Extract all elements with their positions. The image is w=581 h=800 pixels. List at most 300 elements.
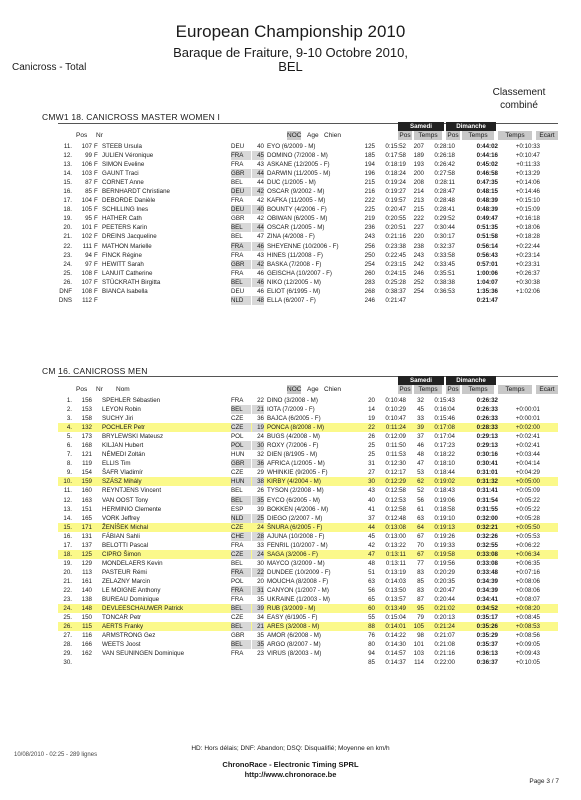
cell-sat-pos: 88 xyxy=(368,623,375,631)
cell-sat-pos: 51 xyxy=(368,568,375,576)
cell-total-time: 0:47:35 xyxy=(476,179,498,187)
cell-age: 24 xyxy=(257,433,264,441)
cell-age: 46 xyxy=(252,242,264,251)
cell-total-time: 0:26:33 xyxy=(476,415,498,423)
cell-sun-pos: 254 xyxy=(413,287,424,295)
cell-sat-pos: 14 xyxy=(368,406,375,414)
cell-total-time: 0:36:37 xyxy=(476,659,498,667)
event-subtitle xyxy=(0,46,581,74)
cell-country: POL xyxy=(231,577,244,585)
cell-athlete-name: ELLIS Tim xyxy=(102,460,131,468)
cell-sun-time: 0:17:08 xyxy=(434,424,455,432)
cell-sat-pos: 222 xyxy=(364,197,375,205)
cell-gap: +0:14:06 xyxy=(515,179,540,187)
cell-gap: +0:06:35 xyxy=(515,559,540,567)
cell-sun-pos: 87 xyxy=(417,596,424,604)
cell-sun-time: 0:16:04 xyxy=(434,406,455,414)
cell-sun-pos: 207 xyxy=(413,143,424,150)
cell-gap: +0:08:20 xyxy=(515,605,540,613)
cell-sun-time: 0:19:58 xyxy=(434,550,455,558)
cell-age: 46 xyxy=(252,278,264,287)
cell-sat-pos: 80 xyxy=(368,641,375,649)
cell-athlete-name: STEEB Ursula xyxy=(102,143,142,150)
cell-total-time: 0:48:39 xyxy=(476,206,498,214)
cell-gap: +0:15:09 xyxy=(515,206,540,214)
table-row xyxy=(58,622,558,631)
cell-sun-pos: 64 xyxy=(417,523,424,531)
cell-dog: SAGA (3/2006 - F) xyxy=(267,550,318,558)
cell-sat-time: 0:22:45 xyxy=(385,251,406,259)
table-row xyxy=(58,260,558,269)
cell-sun-time: 0:18:58 xyxy=(434,505,455,513)
cell-total-time: 0:34:52 xyxy=(476,605,498,613)
cell-dog: KIRBY (4/2004 - M) xyxy=(267,478,321,486)
cell-sun-time: 0:28:47 xyxy=(434,188,455,196)
cell-dog: ELIOT (6/1995 - M) xyxy=(267,287,321,295)
cell-athlete-name: REYNTJENS Vincent xyxy=(102,487,162,495)
cell-country: BEL xyxy=(231,559,243,567)
event-country: BEL xyxy=(278,59,303,74)
cell-sat-time: 0:21:16 xyxy=(385,233,406,241)
cell-position: 11. xyxy=(63,487,72,495)
cell-sex: F xyxy=(94,152,98,160)
cell-athlete-name: SZÁSZ Mihály xyxy=(102,478,142,486)
table-row xyxy=(58,196,558,205)
cell-dog: IOTA (7/2009 - F) xyxy=(267,406,315,414)
cell-position: 14. xyxy=(63,170,72,178)
cell-sun-pos: 33 xyxy=(417,415,424,423)
cell-country: POL xyxy=(231,433,244,441)
cell-bib: 153 xyxy=(81,406,92,414)
cell-sun-time: 0:30:17 xyxy=(434,233,455,241)
cell-country: BEL xyxy=(231,604,251,613)
cell-country: BEL xyxy=(231,405,251,414)
cell-position: 24. xyxy=(63,260,72,268)
cell-sun-pos: 227 xyxy=(413,224,424,232)
cell-sat-time: 0:13:08 xyxy=(385,523,406,531)
cell-age: 42 xyxy=(257,215,264,223)
cell-bib: 85 xyxy=(85,188,92,196)
cell-athlete-name: SIMON Eveline xyxy=(102,161,145,169)
cell-total-time: 0:44:02 xyxy=(476,143,498,150)
cell-sun-pos: 67 xyxy=(417,532,424,540)
saturday-header: Samedi xyxy=(398,376,444,385)
cell-athlete-name: NÉMEDI Zoltán xyxy=(102,451,145,459)
cell-country: FRA xyxy=(231,151,251,160)
cell-sat-time: 0:19:57 xyxy=(385,197,406,205)
cell-sat-time: 0:15:52 xyxy=(385,143,406,150)
cell-athlete-name: CORNET Anne xyxy=(102,179,144,187)
cell-athlete-name: BERNHARDT Christiane xyxy=(102,188,170,196)
cell-sat-pos: 42 xyxy=(368,541,375,549)
cell-sun-time: 0:33:45 xyxy=(434,260,455,268)
cell-sat-pos: 225 xyxy=(364,206,375,214)
cell-sun-pos: 114 xyxy=(414,659,424,667)
cell-position: 23. xyxy=(63,251,72,259)
cell-sat-pos: 48 xyxy=(368,559,375,567)
cell-country: NLD xyxy=(231,296,251,305)
cell-total-time: 0:33:48 xyxy=(476,568,498,576)
cell-dog: BOUNTY (4/2006 - F) xyxy=(267,206,327,214)
cell-sat-time: 0:13:57 xyxy=(385,596,406,604)
company-website[interactable]: http://www.chronorace.be xyxy=(244,770,337,779)
table-row xyxy=(58,178,558,187)
cell-bib: 171 xyxy=(81,523,92,531)
cell-age: 40 xyxy=(252,205,264,214)
cell-bib: 108 xyxy=(81,269,92,277)
cell-sun-time: 0:21:24 xyxy=(434,623,455,631)
cell-sex: F xyxy=(94,233,98,241)
cell-sat-time: 0:12:17 xyxy=(385,469,406,477)
cell-gap: +0:14:46 xyxy=(515,188,540,196)
cell-sat-time: 0:12:29 xyxy=(385,478,406,486)
saturday-header: Samedi xyxy=(398,122,444,131)
table-row xyxy=(58,296,558,305)
table-row xyxy=(58,604,558,613)
table-row xyxy=(58,441,558,450)
cell-sat-pos: 256 xyxy=(364,242,375,250)
cell-sun-time: 0:20:35 xyxy=(434,577,455,585)
cell-position: 17. xyxy=(63,541,72,549)
col-pos: Pos xyxy=(76,132,88,139)
cell-position: 12. xyxy=(63,496,72,504)
cell-gap: +0:16:18 xyxy=(515,215,540,223)
cell-athlete-name: HERMINIO Clemente xyxy=(102,505,162,513)
cell-athlete-name: LE MOIGNE Anthony xyxy=(102,586,161,594)
cell-gap: +0:04:29 xyxy=(515,469,540,477)
cell-dog: DARWIN (11/2005 - M) xyxy=(267,170,331,178)
cell-gap: +0:08:45 xyxy=(515,614,540,622)
cell-sat-time: 0:13:22 xyxy=(385,541,406,549)
cell-gap: +0:10:47 xyxy=(515,152,540,160)
cell-country: FRA xyxy=(231,650,244,658)
cell-gap: +0:00:01 xyxy=(515,415,540,423)
cell-sat-pos: 25 xyxy=(368,451,375,459)
cell-age: 34 xyxy=(257,614,264,622)
cell-athlete-name: FÁBIAN Sahli xyxy=(102,532,140,540)
cell-age: 36 xyxy=(257,415,264,423)
cell-country: CZE xyxy=(231,469,244,477)
cell-sun-time: 0:15:46 xyxy=(434,415,455,423)
cell-dog: RUB (3/2009 - M) xyxy=(267,605,316,613)
cell-dog: EYO (6/2009 - M) xyxy=(267,143,316,150)
table-row xyxy=(58,568,558,577)
cell-position: 20. xyxy=(63,568,72,576)
cell-country: GBR xyxy=(231,459,251,468)
cell-sun-time: 0:29:52 xyxy=(434,215,455,223)
col-sat-pos: Pos xyxy=(399,132,411,139)
col-dog: Chien xyxy=(324,386,341,393)
cell-sun-time: 0:18:43 xyxy=(434,487,455,495)
cell-position: 4. xyxy=(66,424,72,432)
cell-gap: +0:23:31 xyxy=(515,260,540,268)
cell-total-time: 1:35:36 xyxy=(476,287,498,295)
cell-sex: F xyxy=(94,269,98,277)
table-row xyxy=(58,414,558,423)
cell-athlete-name: WEETS Joost xyxy=(102,641,141,649)
cell-bib: 173 xyxy=(81,433,92,441)
cell-country: DEU xyxy=(231,287,245,295)
cell-gap: +0:30:38 xyxy=(515,278,540,286)
cell-sun-pos: 79 xyxy=(417,614,424,622)
cell-gap: +0:06:34 xyxy=(515,550,540,558)
cell-sun-pos: 47 xyxy=(417,460,424,468)
cell-total-time: 0:35:17 xyxy=(476,614,498,622)
cell-gap: +1:02:06 xyxy=(515,287,540,295)
cell-total-time: 0:31:54 xyxy=(476,496,498,504)
cell-athlete-name: ARMSTRONG Gez xyxy=(102,632,156,640)
cell-bib: 158 xyxy=(81,415,92,423)
cell-total-time: 0:31:01 xyxy=(476,469,498,477)
cell-age: 24 xyxy=(257,523,264,531)
cell-sat-pos: 260 xyxy=(364,269,375,277)
cell-total-time: 0:31:32 xyxy=(476,478,498,486)
cell-gap: +0:03:44 xyxy=(515,451,540,459)
cell-sun-pos: 39 xyxy=(417,424,424,432)
cell-position: 19. xyxy=(63,559,72,567)
cell-position: 10. xyxy=(63,478,72,486)
cell-age: 32 xyxy=(257,451,264,459)
cell-bib: 161 xyxy=(81,577,92,585)
cell-sat-time: 0:18:19 xyxy=(385,161,406,169)
cell-sat-time: 0:14:03 xyxy=(385,577,406,585)
cell-sat-time: 0:20:55 xyxy=(385,215,406,223)
cell-sun-time: 0:20:44 xyxy=(434,596,455,604)
cell-sun-time: 0:26:18 xyxy=(434,152,455,160)
cell-sun-pos: 243 xyxy=(413,251,424,259)
cell-bib: 102 xyxy=(81,233,92,241)
cell-position: 17. xyxy=(63,197,72,205)
cell-sun-time: 0:28:41 xyxy=(434,206,455,214)
cell-position: 9. xyxy=(66,469,72,477)
cell-sun-time: 0:17:04 xyxy=(434,433,455,441)
cell-dog: ELLA (6/2007 - F) xyxy=(267,296,316,304)
cell-bib: 101 xyxy=(81,224,92,232)
cell-sex: F xyxy=(94,224,98,232)
cell-sat-pos: 246 xyxy=(364,296,375,304)
cell-gap: +0:09:43 xyxy=(515,650,540,658)
cell-sun-time: 0:19:06 xyxy=(434,496,455,504)
cell-bib: 131 xyxy=(81,532,92,540)
cell-position: 14. xyxy=(63,514,72,522)
cell-position: 2. xyxy=(66,406,72,414)
cell-dog: FENRIL (10/2007 - M) xyxy=(267,541,328,549)
cell-age: 26 xyxy=(257,487,264,495)
cell-bib: 163 xyxy=(81,496,92,504)
cell-sun-pos: 52 xyxy=(417,487,424,495)
cell-total-time: 0:35:37 xyxy=(476,641,498,649)
cell-gap: +0:26:37 xyxy=(515,269,540,277)
cell-gap: +0:22:44 xyxy=(515,242,540,250)
table-row xyxy=(58,514,558,523)
cell-position: 18. xyxy=(63,206,72,214)
cell-sun-pos: 214 xyxy=(413,188,424,196)
table-row xyxy=(58,405,558,414)
cell-dog: GEISCHA (10/2007 - F) xyxy=(267,269,332,277)
cell-sun-pos: 193 xyxy=(413,161,424,169)
cell-bib: 95 xyxy=(85,215,92,223)
cell-bib: 154 xyxy=(81,469,92,477)
cell-gap: +0:05:28 xyxy=(515,514,540,522)
cell-sat-time: 0:13:49 xyxy=(385,605,406,613)
cell-sat-pos: 254 xyxy=(364,260,375,268)
cell-gap: +0:18:06 xyxy=(515,224,540,232)
cell-sat-time: 0:14:22 xyxy=(385,632,406,640)
cell-age: 35 xyxy=(252,640,264,649)
cell-gap: +0:15:10 xyxy=(515,197,540,205)
cell-age: 45 xyxy=(252,151,264,160)
cell-age: 36 xyxy=(252,459,264,468)
cell-age: 46 xyxy=(257,287,264,295)
cell-gap: +0:05:22 xyxy=(515,505,540,513)
cell-sat-pos: 196 xyxy=(364,170,375,178)
cell-sat-time: 0:12:58 xyxy=(385,505,406,513)
cell-position: 21. xyxy=(63,577,72,585)
cell-sun-pos: 95 xyxy=(417,605,424,613)
col-gap: Ecart xyxy=(536,131,558,140)
cell-country: FRA xyxy=(231,161,244,169)
table-row xyxy=(58,523,558,532)
cell-sun-time: 0:33:58 xyxy=(434,251,455,259)
cell-sat-time: 0:11:24 xyxy=(385,424,406,432)
cell-athlete-name: SCHILLING Ines xyxy=(102,206,149,214)
cell-position: 15. xyxy=(63,179,72,187)
cell-sun-time: 0:38:38 xyxy=(434,278,455,286)
cell-age: 47 xyxy=(257,233,264,241)
cell-sun-time: 0:21:07 xyxy=(434,632,455,640)
cell-sun-time: 0:21:02 xyxy=(434,605,455,613)
cell-dog: TYSON (2/2008 - M) xyxy=(267,487,324,495)
cell-bib: 99 xyxy=(85,152,92,160)
cell-country: FRA xyxy=(231,397,244,404)
cell-country: CZE xyxy=(231,523,244,531)
cell-dog: OBIWAN (6/2005 - M) xyxy=(267,215,328,223)
cell-sex: F xyxy=(94,188,98,196)
cell-total-time: 0:49:47 xyxy=(476,215,498,223)
cell-position: 29. xyxy=(63,650,72,658)
cell-bib: 160 xyxy=(81,487,92,495)
col-nr: Nr xyxy=(96,132,103,139)
cell-athlete-name: LEYON Robin xyxy=(102,406,141,414)
cell-sat-time: 0:19:27 xyxy=(385,188,406,196)
page-number: Page 3 / 7 xyxy=(529,778,559,785)
results-type-label: Canicross - Total xyxy=(12,62,87,73)
cell-athlete-name: PEETERS Karin xyxy=(102,224,148,232)
cell-age: 30 xyxy=(252,441,264,450)
cell-gap: +0:04:14 xyxy=(515,460,540,468)
cell-dog: BOKKEN (4/2006 - M) xyxy=(267,505,329,513)
cell-dog: BUGS (4/2008 - M) xyxy=(267,433,320,441)
cell-bib: 156 xyxy=(81,397,92,404)
cell-sat-time: 0:13:19 xyxy=(385,568,406,576)
cell-dog: BASKA (7/2008 - F) xyxy=(267,260,322,268)
cell-country: BEL xyxy=(231,233,243,241)
cell-position: 22. xyxy=(63,586,72,594)
table-row xyxy=(58,151,558,160)
cell-sun-time: 0:20:29 xyxy=(434,568,455,576)
cell-country: CZE xyxy=(231,423,251,432)
cell-bib: 148 xyxy=(81,605,92,613)
cell-gap: +0:10:33 xyxy=(515,143,540,150)
cell-sex: F xyxy=(94,170,98,178)
cell-sex: F xyxy=(94,278,98,286)
cell-athlete-name: HATHER Cath xyxy=(102,215,142,223)
cell-athlete-name: BIANCA Isabella xyxy=(102,287,148,295)
cell-position: 25. xyxy=(63,614,72,622)
table-row xyxy=(58,432,558,441)
table-row xyxy=(58,169,558,178)
cell-gap: +0:23:14 xyxy=(515,251,540,259)
cell-total-time: 0:21:47 xyxy=(476,296,498,304)
cell-country: ESP xyxy=(231,505,244,513)
cell-gap: +0:18:28 xyxy=(515,233,540,241)
cell-dog: AFRICA (1/2005 - M) xyxy=(267,460,325,468)
cell-country: DEU xyxy=(231,187,251,196)
cell-country: CHE xyxy=(231,532,251,541)
legend: HD: Hors délais; DNF: Abandon; DSQ: Disqualifié; Moyenne en km/h xyxy=(191,745,390,752)
cell-sat-pos: 56 xyxy=(368,586,375,594)
cell-age: 43 xyxy=(257,161,264,169)
col-age: Age xyxy=(307,132,319,139)
cell-total-time: 0:32:26 xyxy=(476,532,498,540)
cell-position: 27. xyxy=(63,632,72,640)
table-row xyxy=(58,223,558,232)
cell-sun-time: 0:30:44 xyxy=(434,224,455,232)
cell-position: 3. xyxy=(66,415,72,423)
col-noc: NOC xyxy=(287,386,302,393)
cell-age: 22 xyxy=(257,397,264,404)
cell-age: 24 xyxy=(252,550,264,559)
cell-sun-pos: 53 xyxy=(417,469,424,477)
cell-total-time: 0:51:58 xyxy=(476,233,498,241)
cell-age: 23 xyxy=(257,650,264,658)
cell-sun-pos: 189 xyxy=(413,152,424,160)
cell-athlete-name: VAN OOST Tony xyxy=(102,496,149,504)
cell-sat-pos: 40 xyxy=(368,496,375,504)
cell-gap: +0:10:05 xyxy=(515,659,540,667)
cell-sat-pos: 63 xyxy=(368,577,375,585)
cell-athlete-name: POCHLER Petr xyxy=(102,424,145,432)
cell-dog: ZINA (4/2008 - F) xyxy=(267,233,315,241)
cell-sat-time: 0:13:11 xyxy=(385,559,406,567)
cell-dog: UKRAINE (1/2003 - M) xyxy=(267,596,330,604)
cell-country: CZE xyxy=(231,415,244,423)
cell-total-time: 0:34:39 xyxy=(476,586,498,594)
col-sun-time: Temps xyxy=(462,385,494,394)
cell-age: 40 xyxy=(257,143,264,150)
cell-total-time: 0:28:33 xyxy=(476,424,498,432)
cell-sun-pos: 46 xyxy=(417,442,424,450)
cell-dog: SHEYENNE (10/2006 - F) xyxy=(267,242,339,250)
cell-sat-pos: 19 xyxy=(368,415,375,423)
cell-dog: VIRUS (8/2003 - M) xyxy=(267,650,322,658)
cell-total-time: 0:51:35 xyxy=(476,224,498,232)
cell-position: 23. xyxy=(63,596,72,604)
cell-country: GBR xyxy=(231,632,245,640)
cell-sat-pos: 194 xyxy=(364,161,375,169)
cell-total-time: 0:26:33 xyxy=(476,406,498,414)
cell-total-time: 1:04:07 xyxy=(476,278,498,286)
cell-sat-time: 0:10:48 xyxy=(385,397,406,404)
cell-position: 5. xyxy=(66,433,72,441)
cell-gap: +0:05:09 xyxy=(515,487,540,495)
cell-sun-pos: 67 xyxy=(417,550,424,558)
cell-sex: F xyxy=(94,197,98,205)
cell-bib: 132 xyxy=(81,424,92,432)
cell-total-time: 0:36:13 xyxy=(476,650,498,658)
table-row xyxy=(58,640,558,649)
cell-dog: DIEN (8/1905 - M) xyxy=(267,451,318,459)
